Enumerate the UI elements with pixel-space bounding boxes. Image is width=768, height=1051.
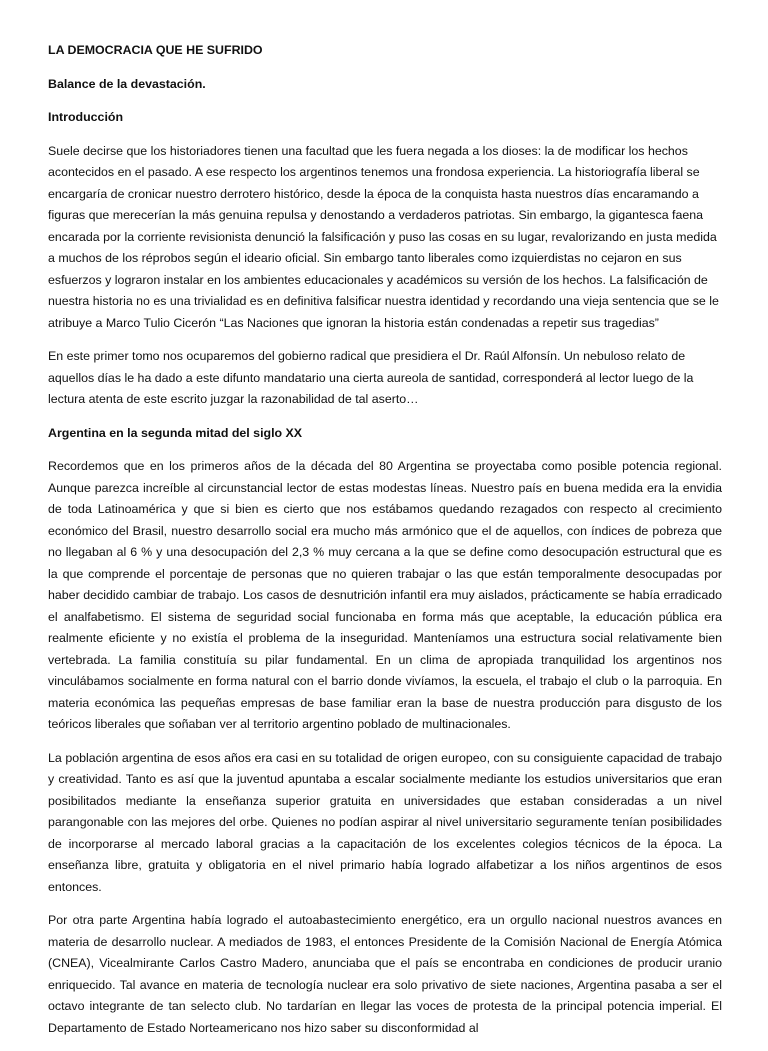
document-page [48,40,722,1051]
section-paragraph-2: La población argentina de esos años era casi en su totalidad de origen europeo, con su consiguiente capacidad de trabajo y creatividad. Tanto es así que la juventud apuntaba a escalar socialmente mediante los estudios universitarios que eran posibilitados mediante la enseñanza superior gratuita en universidades que estaban consideradas a un nivel parangonable con las mejores del orbe. Quienes no podían aspirar al nivel universitario seguramente tenían posibilidades de incorporarse al mercado laboral gracias a la capacitación de los excelentes colegios técnicos de la época. La enseñanza libre, gratuita y obligatoria en el nivel primario había logrado alfabetizar a los niños argentinos de esos entonces. [48,750,722,894]
section-paragraph-3: Por otra parte Argentina había logrado el autoabastecimiento energético, era un orgullo nacional nuestros avances en materia de desarrollo nuclear. A mediados de 1983, el entonces Presidente de la Comisión Nacional de Energía Atómica (CNEA), Vicealmirante Carlos Castro Madero, anunciaba que el país se encontraba en condiciones de producir uranio enriquecido. Tal avance en materia de tecnología nuclear era solo privativo de siete naciones, Argentina pasaba a ser el octavo integrante de tan selecto club. No tardarían en llegar las voces de protesta de la principal potencia imperial. El Departamento de Estado Norteamericano nos hizo saber su disconformidad al [48,913,722,1035]
section-heading: Argentina en la segunda mitad del siglo XX [48,425,303,440]
intro-heading: Introducción [48,110,124,124]
intro-paragraph-2: En este primer tomo nos ocuparemos del gobierno radical que presidiera el Dr. Raúl Alfonsín. Un nebuloso relato de aquellos días le ha dado a este difunto mandatario una cierta aureola de santidad, corresponderá al lector luego de la lectura atenta de este escrito juzgar la razonabilidad de tal aserto… [48,349,694,406]
document-title: LA DEMOCRACIA QUE HE SUFRIDO [48,43,263,57]
intro-paragraph-1: Suele decirse que los historiadores tienen una facultad que les fuera negada a los dioses: la de modificar los hechos acontecidos en el pasado. A ese respecto los argentinos tenemos una frondosa experiencia. La historiografía liberal se encargaría de cronicar nuestro derrotero histórico, desde la época de la conquista hasta nuestros días encaramando a figuras que merecerían la más genuina repulsa y denostando a verdaderos patriotas. Sin embargo, la gigantesca faena encarada por la corriente revisionista denunció la falsificación y puso las cosas en su lugar, revalorizando en justa medida a muchos de los réprobos según el ideario oficial. Sin embargo tanto liberales como izquierdistas no cejaron en sus esfuerzos y lograron instalar en los ambientes educacionales y académicos su versión de los hechos. La falsificación de nuestra historia no es una trivialidad es en definitiva falsificar nuestra identidad y recordando una vieja sentencia que se le atribuye a Marco Tulio Cicerón “Las Naciones que ignoran la historia están condenadas a repetir sus tragedias” [48,143,719,330]
document-subtitle: Balance de la devastación. [48,76,206,91]
section-paragraph-1: Recordemos que en los primeros años de la década del 80 Argentina se proyectaba como posible potencia regional. Aunque parezca increíble al circunstancial lector de estas modestas líneas. Nuestro país en buena medida era la envidia de toda Latinoamérica y que si bien es cierto que nos estábamos quedando rezagados con respecto al crecimiento económico del Brasil, nuestro desarrollo social era mucho más armónico que el de aquellos, con índices de pobreza que no llegaban al 6 % y una desocupación del 2,3 % muy cercana a la que se define como desocupación estructural que es la que comprende el porcentaje de personas que no quieren trabajar o las que están temporalmente desocupadas por haber decidido cambiar de trabajo. Los casos de desnutrición infantil era muy aislados, prácticamente se había erradicado el analfabetismo. El sistema de seguridad social funcionaba en forma más que aceptable, la educación pública era realmente eficiente y no existía el problema de la inseguridad. Manteníamos una estructura social relativamente bien vertebrada. La familia constituía su pilar fundamental. En un clima de apropiada tranquilidad los argentinos nos vinculábamos socialmente en forma natural con el barrio donde vivíamos, la escuela, el trabajo el club o la parroquia. En materia económica las pequeñas empresas de base familiar eran la base de nuestra producción para disgusto de los teóricos liberales que soñaban ver al territorio argentino poblado de multinacionales. [48,459,722,731]
